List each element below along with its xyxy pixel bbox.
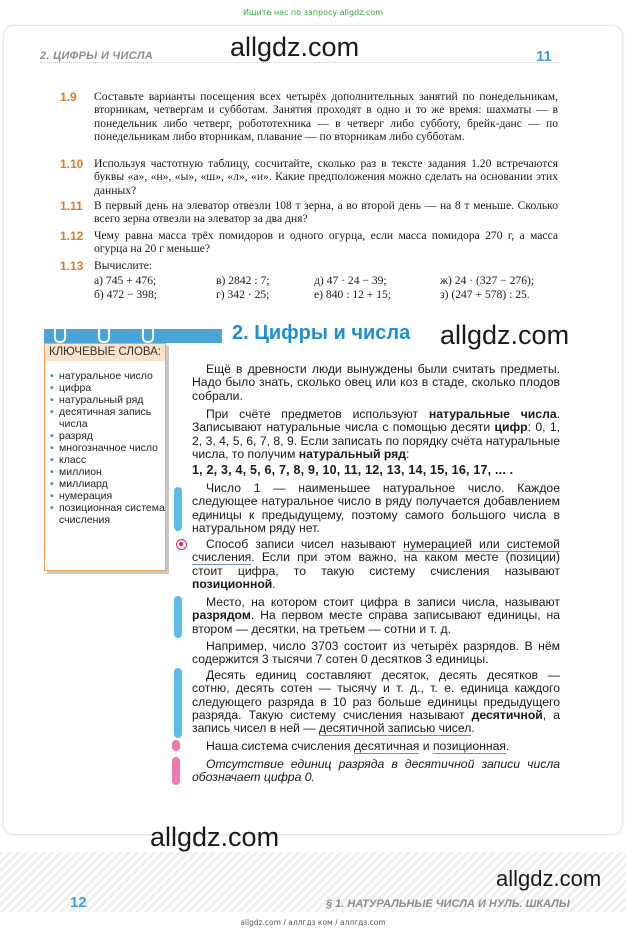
paragraph [192, 669, 560, 735]
text-run: Наша система счисления [206, 739, 354, 753]
text-run: : [406, 446, 410, 461]
text-run: Место, на котором стоит цифра в записи числа, называют [206, 595, 560, 609]
margin-marker-pink [172, 740, 180, 751]
text-run: . Если при этом важно, на каком месте (позиции) стоит цифра, то такую систему счисления называют [192, 550, 560, 578]
paragraph [192, 596, 560, 636]
bottom-link[interactable]: allgdz.com / аллгдз ком / аллгдз.com [0, 916, 626, 929]
keyword-item: • миллион [49, 466, 165, 478]
calc-item: б) 472 − 398; [94, 288, 157, 301]
text-run: При счёте предметов используют [206, 407, 429, 421]
calc-item: е) 840 : 12 + 15; [314, 288, 392, 301]
keyword-item: • нумерация [49, 490, 165, 502]
term-bold: десятичной [471, 707, 543, 722]
calc-item: ж) 24 · (327 − 276); [440, 274, 535, 287]
keyword-item: • позиционная система счисления [49, 502, 165, 526]
calc-item: д) 47 · 24 − 39; [314, 274, 387, 287]
text-run: . [272, 576, 276, 591]
top-link[interactable]: Ищите нас по запросу allgdz.com [243, 8, 383, 17]
term-bold: натуральные числа [428, 407, 557, 421]
term-underlined: позиционная [432, 739, 506, 753]
keywords-list [49, 370, 165, 526]
key-point-icon [176, 539, 187, 550]
term-underlined: нумерацией или системой счисления [192, 537, 560, 565]
next-page-running-head: § 1. НАТУРАЛЬНЫЕ ЧИСЛА И НУЛЬ. ШКАЛЫ [326, 898, 570, 910]
text-run: . [471, 721, 475, 736]
paragraph: Например, число 3703 состоит из четырёх разрядов. В нём содержится 3 тысячи 7 сотен 0 десятков 3 единицы. [192, 639, 560, 667]
text-run: Способ записи чисел называют [206, 537, 404, 551]
keyword-item: • миллиард [49, 478, 165, 490]
task-number: 1.9 [60, 90, 77, 104]
term-underlined: десятичная [353, 739, 420, 753]
paragraph: Число 1 — наименьшее натуральное число. Каждое следующее натуральное число в ряду получается добавлением единицы к предыдущему, поэтому самого большого числа в натуральном ряду нет. [192, 481, 560, 535]
term-bold: разрядом [192, 608, 251, 623]
binder-ring [98, 325, 110, 343]
keyword-item: • натуральное число [49, 370, 165, 382]
keywords-title: КЛЮЧЕВЫЕ СЛОВА: [48, 346, 162, 358]
section-binder-bar [44, 329, 222, 343]
watermark: allgdz.com [150, 822, 280, 852]
task-number: 1.11 [60, 199, 83, 213]
text-run: Десять единиц составляют десяток, десять десятков — сотню, десять сотен — тысячу и т. д., т. е. единица каждого следующего разряда в 10 раз больше единицы предыдущего разряда. Такую систему счисления называют [192, 668, 560, 722]
paragraph [192, 408, 560, 461]
keyword-item: • десятичная запись числа [49, 406, 165, 430]
paragraph: Ещё в древности люди вынуждены были считать предметы. Надо было знать, сколько овец или коз в стаде, сколько плодов собрали. [192, 362, 560, 403]
term-bold: натуральный ряд [298, 446, 407, 461]
natural-number-row: 1, 2, 3, 4, 5, 6, 7, 8, 9, 10, 11, 12, 13, 14, 15, 16, 17, ... . [192, 463, 514, 477]
text-run: . [505, 739, 510, 753]
text-run: . На первом месте справа записывают единицы, на втором — десятки, на третьем — сотни и т. д. [192, 608, 560, 636]
term-bold: позиционной [192, 576, 273, 591]
watermark: allgdz.com [440, 320, 570, 350]
watermark: allgdz.com [496, 866, 602, 891]
term-bold: цифр [494, 420, 528, 435]
term-underlined: десятичной записью чисел [318, 721, 472, 736]
task-number: 1.12 [60, 229, 84, 243]
keywords-box [44, 343, 166, 571]
running-head: 2. ЦИФРЫ И ЧИСЛА [40, 50, 154, 62]
binder-ring [142, 325, 154, 343]
text-run: и [419, 739, 433, 753]
keyword-item: • класс [49, 454, 165, 466]
text-run: : 0, 1, 2, 3, 4, 5, 6, 7, 8, 9. Если записать по порядку счёта натуральные числа, то получим [192, 420, 560, 461]
task-text: Составьте варианты посещения всех четырёх дополнительных занятий по понедельникам, вторникам, четвергам и субботам. Занятия проходят в одно и то же время: шахматы — в понедельник либо четверг, робототехника — в четверг либо субботу, брейк-данс — по понедельникам либо вторникам, плавание — по вторникам либо субботам. [94, 90, 558, 143]
task-number: 1.10 [60, 157, 84, 171]
text-run: , а запись чисел в ней — [192, 707, 560, 736]
task-text: Вычислите: [94, 259, 153, 272]
task-text: Используя частотную таблицу, сосчитайте, сколько раз в тексте задания 1.20 встречаются буквы «а», «н», «ы», «ш», «л», «и». Какие предположения можно сделать на основании этих данных? [94, 157, 558, 197]
paragraph-italic: Отсутствие единиц разряда в десятичной записи числа обозначает цифра 0. [192, 757, 560, 785]
paragraph [192, 740, 560, 753]
next-page-number: 12 [70, 894, 87, 911]
section-title: 2. Цифры и числа [232, 322, 411, 344]
keyword-item: • цифра [49, 382, 165, 394]
margin-marker-pink [172, 757, 180, 785]
keyword-item: • многозначное число [49, 442, 165, 454]
calc-item: з) (247 + 578) : 25. [440, 288, 530, 301]
text-run: . Записывают натуральные числа с помощью десяти [192, 407, 560, 435]
watermark: allgdz.com [230, 32, 360, 62]
task-text: Чему равна масса трёх помидоров и одного огурца, если масса помидора 270 г, а масса огурца на 20 г меньше? [94, 229, 558, 256]
binder-ring [54, 325, 66, 343]
margin-marker-blue [174, 668, 182, 738]
keyword-item: • разряд [49, 430, 165, 442]
calc-item: в) 2842 : 7; [216, 274, 270, 287]
task-number: 1.13 [60, 259, 84, 273]
paragraph [192, 538, 560, 591]
calc-item: а) 745 + 476; [94, 274, 157, 287]
margin-marker-blue [174, 596, 182, 638]
task-text: В первый день на элеватор отвезли 108 т зерна, а во второй день — на 8 т меньше. Сколько всего зерна отвезли на элеватор за два дня? [94, 199, 558, 226]
margin-marker-blue [174, 487, 182, 531]
page-number: 11 [536, 48, 552, 65]
calc-item: г) 342 · 25; [216, 288, 270, 301]
keyword-item: • натуральный ряд [49, 394, 165, 406]
